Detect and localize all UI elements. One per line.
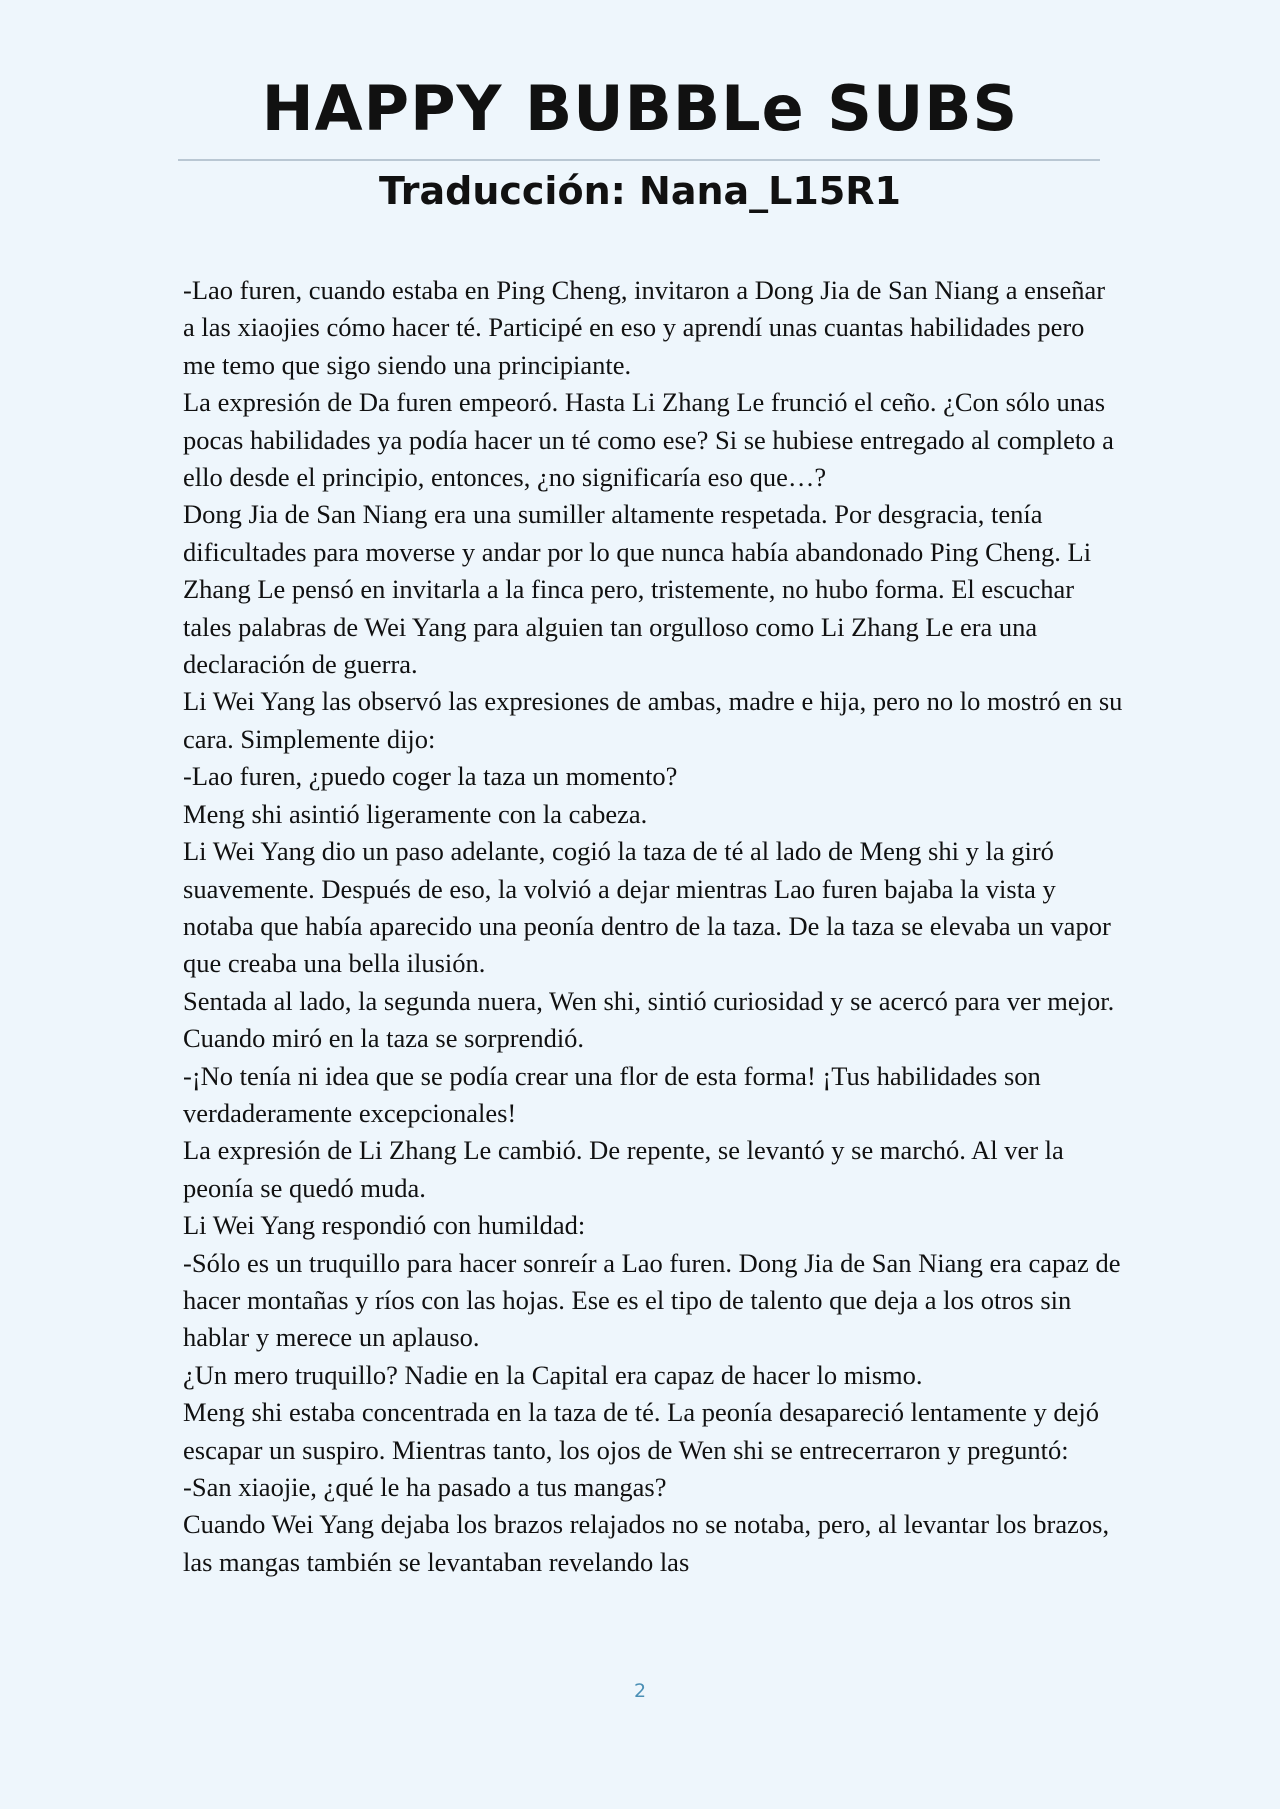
paragraph: ¿Un mero truquillo? Nadie en la Capital era capaz de hacer lo mismo.: [183, 1359, 923, 1390]
paragraph: Sentada al lado, la segunda nuera, Wen shi, sintió curiosidad y se acercó para ver mejor. Cuando miró en la taza se sorprendió.: [183, 985, 1115, 1054]
paragraph: Cuando Wei Yang dejaba los brazos relajados no se notaba, pero, al levantar los brazos, las mangas también se levantaban revelando las: [183, 1509, 1110, 1577]
page-title: HAPPY BUBBLe SUBS: [261, 72, 1019, 145]
page-number: 2: [633, 1680, 647, 1702]
paragraph: Li Wei Yang respondió con humildad:: [183, 1210, 586, 1241]
paragraph: -Lao furen, ¿puedo coger la taza un momento?: [183, 761, 678, 792]
body-text: [183, 272, 1123, 1581]
paragraph: La expresión de Li Zhang Le cambió. De repente, se levantó y se marchó. Al ver la peonía se quedó muda.: [183, 1135, 1064, 1203]
paragraph: Li Wei Yang las observó las expresiones de ambas, madre e hija, pero no lo mostró en su cara. Simplemente dijo:: [183, 686, 1123, 754]
paragraph: Dong Jia de San Niang era una sumiller altamente respetada. Por desgracia, tenía dificultades para moverse y andar por lo que nunca había abandonado Ping Cheng. Li Zhang Le pensó en invitarla a la finca pero, tristemente, no hubo forma. El escuchar tales palabras de Wei Yang para alguien tan orgulloso como Li Zhang Le era una declaración de guerra.: [183, 499, 1092, 680]
paragraph: Meng shi estaba concentrada en la taza de té. La peonía desapareció lentamente y dejó escapar un suspiro. Mientras tanto, los ojos de Wen shi se entrecerraron y preguntó:: [183, 1397, 1100, 1465]
paragraph: -¡No tenía ni idea que se podía crear una flor de esta forma! ¡Tus habilidades son verdaderamente excepcionales!: [183, 1060, 1041, 1128]
header-divider: [178, 159, 1100, 161]
paragraph: -San xiaojie, ¿qué le ha pasado a tus mangas?: [183, 1472, 667, 1502]
paragraph: -Sólo es un truquillo para hacer sonreír a Lao furen. Dong Jia de San Niang era capaz de hacer montañas y ríos con las hojas. Ese es el tipo de talento que deja a los otros sin hablar y merece un aplauso.: [183, 1247, 1121, 1353]
translator-credit: Traducción: Nana_L15R1: [379, 169, 901, 213]
paragraph: Meng shi asintió ligeramente con la cabeza.: [183, 798, 648, 829]
paragraph: Li Wei Yang dio un paso adelante, cogió la taza de té al lado de Meng shi y la giró suavemente. Después de eso, la volvió a dejar mientras Lao furen bajaba la vista y notaba que había aparecido una peonía dentro de la taza. De la taza se elevaba un vapor que creaba una bella ilusión.: [183, 836, 1111, 979]
paragraph: -Lao furen, cuando estaba en Ping Cheng, invitaron a Dong Jia de San Niang a enseñar a las xiaojies cómo hacer té. Participé en eso y aprendí unas cuantas habilidades pero me temo que sigo siendo una principiante.: [183, 275, 1106, 380]
paragraph: La expresión de Da furen empeoró. Hasta Li Zhang Le frunció el ceño. ¿Con sólo unas pocas habilidades ya podía hacer un té como ese? Si se hubiese entregado al completo a ello desde el principio, entonces, ¿no significaría eso que…?: [183, 387, 1114, 493]
